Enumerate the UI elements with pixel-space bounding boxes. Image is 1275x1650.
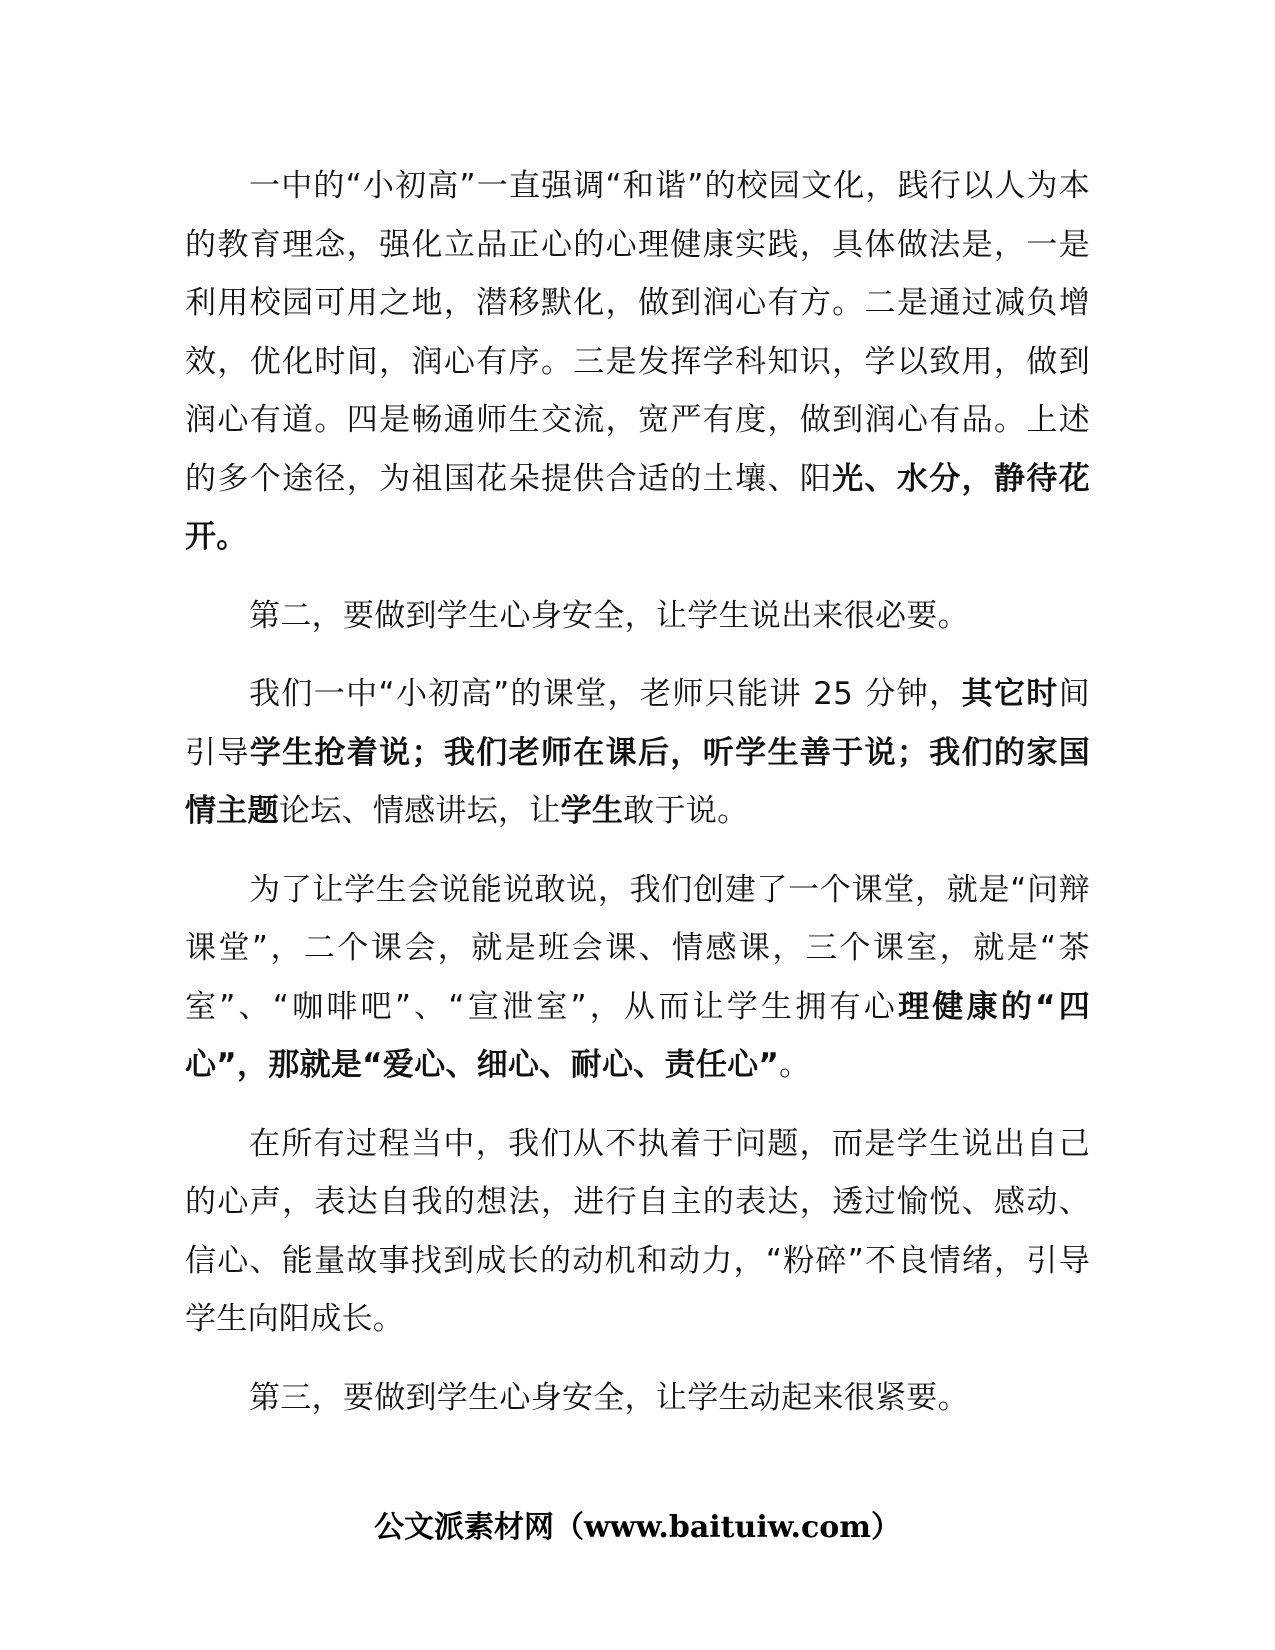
paragraph xyxy=(185,1115,1090,1349)
footer-watermark: 公文派素材网（www.baituiw.com） xyxy=(373,1510,902,1545)
paragraph-text: 理健康的“四心”，那就是“爱心、细心、耐心、责任心” xyxy=(185,988,1090,1083)
paragraph-text: 其它时 xyxy=(961,676,1059,712)
paragraph-text: 我们一中“小初高”的课堂，老师只能讲 25 分钟， xyxy=(249,676,962,712)
paragraph-text: 第二，要做到学生心身安全，让学生说出来很必要。 xyxy=(249,597,969,634)
paragraph xyxy=(185,157,1090,567)
paragraph-text: 间引导 xyxy=(185,676,1090,771)
paragraph xyxy=(185,665,1090,841)
paragraph xyxy=(185,587,1090,646)
paragraph-text: 为了让学生会说能说敢说，我们创建了一个课堂，就是“问辩课堂”，二个课会，就是班会课、情感课，三个课室，就是“茶室”、“咖啡吧”、“宣泄室”，从而让学生拥有心 xyxy=(185,871,1090,1025)
paragraph xyxy=(185,861,1090,1095)
paragraph-text: 光、水分，静待花开。 xyxy=(185,460,1090,555)
paragraph-text: 敢于说。 xyxy=(623,793,749,829)
paragraph-text: 。 xyxy=(779,1047,811,1083)
paragraph-text: 论坛、情感讲坛，让 xyxy=(278,793,561,829)
paragraph-text: 一中的“小初高”一直强调“和谐”的校园文化，践行以人为本的教育理念，强化立品正心的心理健康实践，具体做法是，一是利用校园可用之地，潜移默化，做到润心有方。二是通过减负增效，优化时间，润心有序。三是发挥学科知识，学以致用，做到润心有道。四是畅通师生交流，宽严有度，做到润心有品。上述的多个途径，为祖国花朵提供合适的土壤、阳 xyxy=(185,168,1090,497)
paragraph-text: 在所有过程当中，我们从不执着于问题，而是学生说出自己的心声，表达自我的想法，进行自主的表达，透过愉悦、感动、信心、能量故事找到成长的动机和动力，“粉碎”不良情绪，引导学生向阳成长。 xyxy=(185,1125,1090,1337)
document-body xyxy=(185,157,1090,1447)
paragraph xyxy=(185,1369,1090,1428)
paragraph-text: 第三，要做到学生心身安全，让学生动起来很紧要。 xyxy=(249,1379,969,1416)
paragraph-text: 学生 xyxy=(560,793,624,829)
paragraph-text: 学生抢着说；我们老师在课后，听学生善于说；我们的家国情主题 xyxy=(185,734,1090,829)
